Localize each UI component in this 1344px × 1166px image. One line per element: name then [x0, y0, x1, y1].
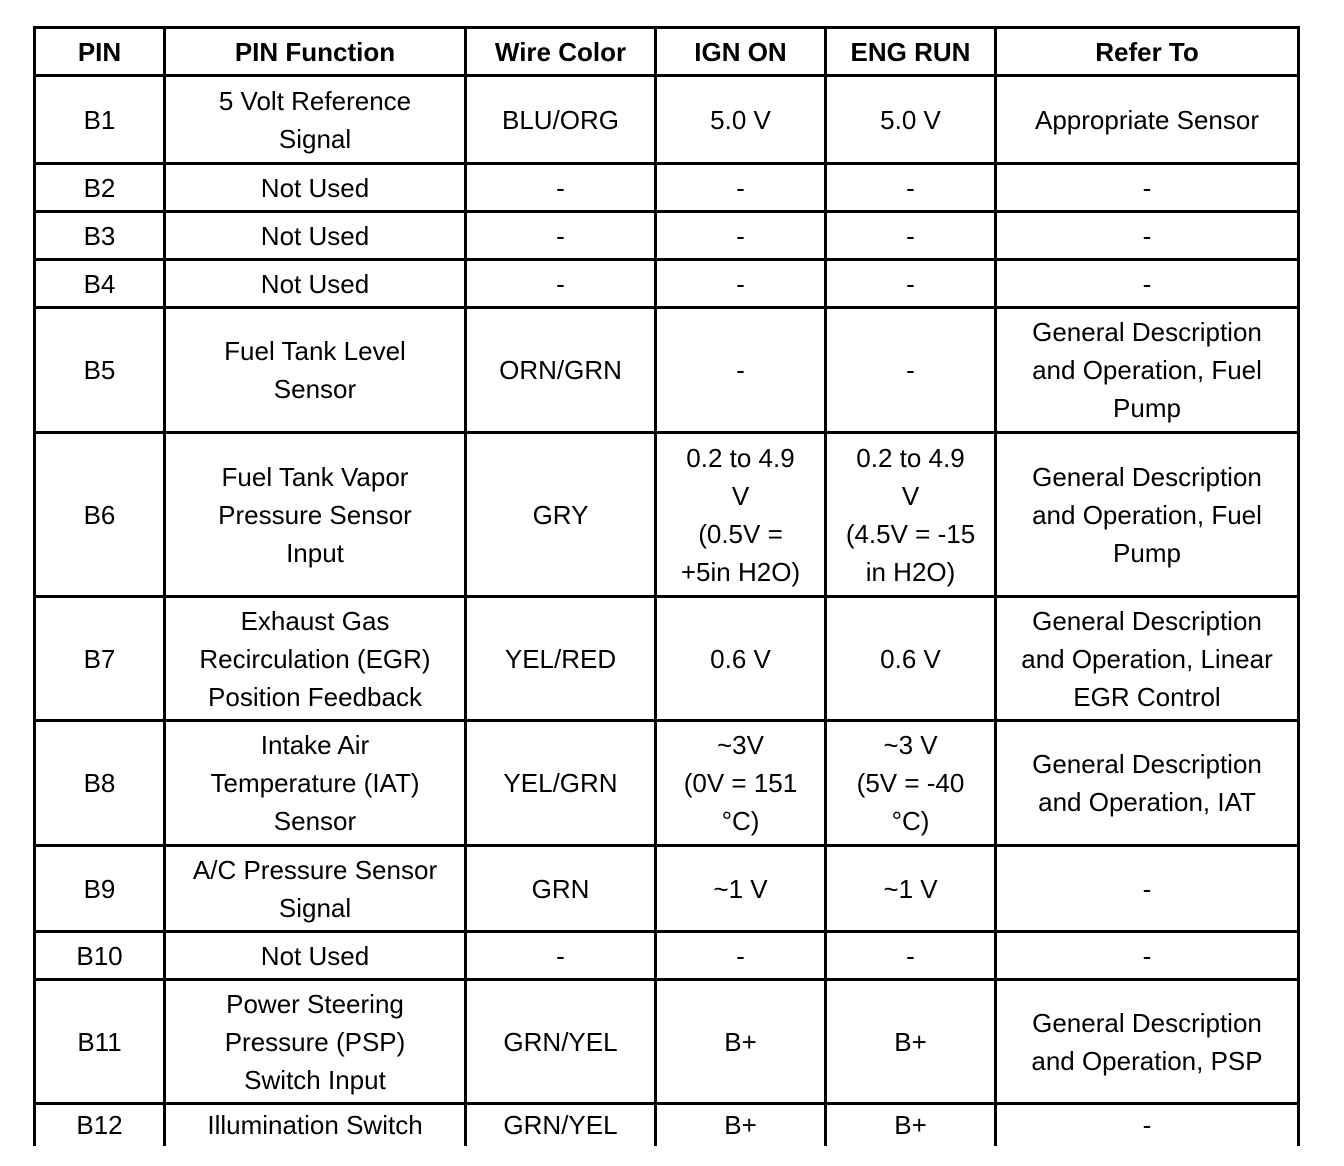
cell-wire-color: GRN — [466, 846, 656, 932]
cell-pin: B8 — [35, 721, 165, 846]
table-row — [35, 76, 1299, 164]
cell-function: Fuel Tank Vapor Pressure Sensor Input — [165, 433, 466, 597]
header-refer-to: Refer To — [996, 28, 1299, 76]
cell-pin: B11 — [35, 980, 165, 1104]
table-row — [35, 433, 1299, 597]
cell-pin: B9 — [35, 846, 165, 932]
cell-eng-run: ~3 V (5V = -40 °C) — [826, 721, 996, 846]
cell-ign-on: - — [656, 212, 826, 260]
cell-refer-to: General Description and Operation, Linear EGR Control — [996, 597, 1299, 721]
cell-function: Power Steering Pressure (PSP) Switch Input — [165, 980, 466, 1104]
table-row — [35, 932, 1299, 980]
cell-refer-to: Appropriate Sensor — [996, 76, 1299, 164]
cell-eng-run: - — [826, 260, 996, 308]
header-wire-color: Wire Color — [466, 28, 656, 76]
cell-wire-color: GRN/YEL — [466, 1104, 656, 1146]
table-row — [35, 721, 1299, 846]
cell-function: Fuel Tank Level Sensor — [165, 308, 466, 433]
table-row — [35, 980, 1299, 1104]
cell-wire-color: GRN/YEL — [466, 980, 656, 1104]
cell-wire-color: - — [466, 212, 656, 260]
cell-pin: B2 — [35, 164, 165, 212]
cell-wire-color: - — [466, 164, 656, 212]
cell-eng-run: B+ — [826, 1104, 996, 1146]
table-row — [35, 260, 1299, 308]
cell-function: Exhaust Gas Recirculation (EGR) Position Feedback — [165, 597, 466, 721]
pin-table — [33, 26, 1300, 1146]
table-row — [35, 846, 1299, 932]
cell-refer-to: - — [996, 932, 1299, 980]
cell-pin: B12 — [35, 1104, 165, 1146]
cell-wire-color: - — [466, 932, 656, 980]
cell-function: Illumination Switch — [165, 1104, 466, 1146]
cell-ign-on: - — [656, 164, 826, 212]
cell-refer-to: - — [996, 212, 1299, 260]
cell-ign-on: - — [656, 932, 826, 980]
cell-eng-run: 0.6 V — [826, 597, 996, 721]
cell-refer-to: General Description and Operation, Fuel Pump — [996, 308, 1299, 433]
table-row — [35, 1104, 1299, 1146]
cell-refer-to: - — [996, 846, 1299, 932]
cell-ign-on: B+ — [656, 1104, 826, 1146]
header-ign-on: IGN ON — [656, 28, 826, 76]
table-row — [35, 212, 1299, 260]
table-row — [35, 308, 1299, 433]
cell-ign-on: - — [656, 260, 826, 308]
cell-eng-run: ~1 V — [826, 846, 996, 932]
cell-refer-to: General Description and Operation, PSP — [996, 980, 1299, 1104]
cell-pin: B7 — [35, 597, 165, 721]
cell-function: Not Used — [165, 212, 466, 260]
table-row — [35, 597, 1299, 721]
cell-ign-on: 5.0 V — [656, 76, 826, 164]
cell-ign-on: B+ — [656, 980, 826, 1104]
cell-eng-run: 0.2 to 4.9 V (4.5V = -15 in H2O) — [826, 433, 996, 597]
cell-pin: B10 — [35, 932, 165, 980]
cell-refer-to: - — [996, 164, 1299, 212]
cell-eng-run: 5.0 V — [826, 76, 996, 164]
cell-wire-color: - — [466, 260, 656, 308]
cell-ign-on: ~3V (0V = 151 °C) — [656, 721, 826, 846]
cell-eng-run: - — [826, 164, 996, 212]
cell-eng-run: - — [826, 932, 996, 980]
cell-wire-color: BLU/ORG — [466, 76, 656, 164]
header-pin: PIN — [35, 28, 165, 76]
cell-function: Not Used — [165, 260, 466, 308]
cell-function: A/C Pressure Sensor Signal — [165, 846, 466, 932]
header-row — [35, 28, 1299, 76]
cell-refer-to: - — [996, 1104, 1299, 1146]
cell-function: Not Used — [165, 932, 466, 980]
table-row — [35, 164, 1299, 212]
cell-refer-to: General Description and Operation, Fuel Pump — [996, 433, 1299, 597]
cell-refer-to: - — [996, 260, 1299, 308]
cell-wire-color: GRY — [466, 433, 656, 597]
cell-wire-color: YEL/GRN — [466, 721, 656, 846]
cell-function: Not Used — [165, 164, 466, 212]
cell-function: Intake Air Temperature (IAT) Sensor — [165, 721, 466, 846]
cell-pin: B4 — [35, 260, 165, 308]
cell-ign-on: 0.6 V — [656, 597, 826, 721]
cell-pin: B5 — [35, 308, 165, 433]
cell-eng-run: - — [826, 212, 996, 260]
cell-pin: B6 — [35, 433, 165, 597]
header-eng-run: ENG RUN — [826, 28, 996, 76]
cell-ign-on: 0.2 to 4.9 V (0.5V = +5in H2O) — [656, 433, 826, 597]
cell-eng-run: - — [826, 308, 996, 433]
cell-ign-on: - — [656, 308, 826, 433]
cell-wire-color: YEL/RED — [466, 597, 656, 721]
cell-function: 5 Volt Reference Signal — [165, 76, 466, 164]
cell-ign-on: ~1 V — [656, 846, 826, 932]
cell-refer-to: General Description and Operation, IAT — [996, 721, 1299, 846]
header-function: PIN Function — [165, 28, 466, 76]
cell-pin: B3 — [35, 212, 165, 260]
cell-pin: B1 — [35, 76, 165, 164]
cell-eng-run: B+ — [826, 980, 996, 1104]
cell-wire-color: ORN/GRN — [466, 308, 656, 433]
